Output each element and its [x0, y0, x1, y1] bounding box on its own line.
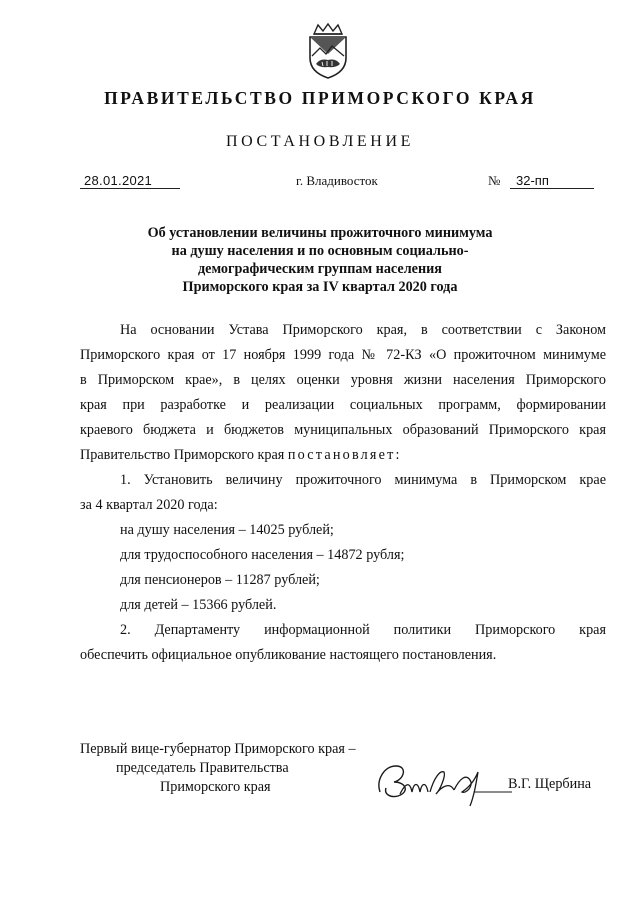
preamble-line: Приморского края от 17 ноября 1999 года № 72-КЗ «О прожиточном минимуме [80, 347, 606, 363]
subject-line: Об установлении величины прожиточного минимума [147, 225, 493, 241]
document-number: 32-пп [510, 173, 594, 189]
signer-name: В.Г. Щербина [508, 776, 592, 792]
subsistence-value: для детей – 15366 рублей. [120, 597, 277, 613]
subsistence-value: на душу населения – 14025 рублей; [120, 522, 334, 538]
item-2-line: обеспечить официальное опубликование настоящего постановления. [80, 647, 497, 663]
position-line: Первый вице-губернатор Приморского края – [80, 741, 356, 757]
preamble-line: На основании Устава Приморского края, в соответствии с Законом [120, 322, 606, 338]
preamble-government: Правительство Приморского края [80, 447, 285, 463]
document-type: ПОСТАНОВЛЕНИЕ [226, 133, 414, 150]
organization-title: ПРАВИТЕЛЬСТВО ПРИМОРСКОГО КРАЯ [104, 88, 536, 108]
document-date: 28.01.2021 [80, 173, 180, 189]
document-body [80, 318, 606, 668]
subsistence-value: для пенсионеров – 11287 рублей; [120, 572, 320, 588]
subsistence-value: для трудоспособного населения – 14872 рубля; [120, 547, 405, 563]
preamble-line: в Приморском крае», в целях оценки уровня жизни населения Приморского [80, 372, 606, 388]
subject-line: на душу населения и по основным социально- [171, 243, 469, 259]
item-1-line: за 4 квартал 2020 года: [80, 497, 218, 513]
item-1-line: 1. Установить величину прожиточного минимума в Приморском крае [120, 472, 606, 488]
handwritten-signature-icon [370, 752, 520, 808]
item-2-line: 2. Департаменту информационной политики Приморского края [120, 622, 606, 638]
decree-word: постановляет: [287, 447, 402, 463]
subject-line: демографическим группам населения [197, 261, 442, 277]
position-line: председатель Правительства [116, 760, 289, 776]
position-line: Приморского края [160, 779, 271, 795]
document-subject [120, 224, 520, 296]
preamble-line: краевого бюджета и бюджетов муниципальных образований Приморского края [80, 422, 606, 438]
number-sign: № [488, 173, 501, 188]
preamble-last-line [80, 443, 606, 468]
primorsky-coat-of-arms-icon [300, 22, 356, 80]
document-city: г. Владивосток [296, 173, 378, 188]
preamble-line: края при разработке и реализации социальных программ, формировании [80, 397, 606, 413]
subject-line: Приморского края за IV квартал 2020 года [182, 279, 458, 295]
